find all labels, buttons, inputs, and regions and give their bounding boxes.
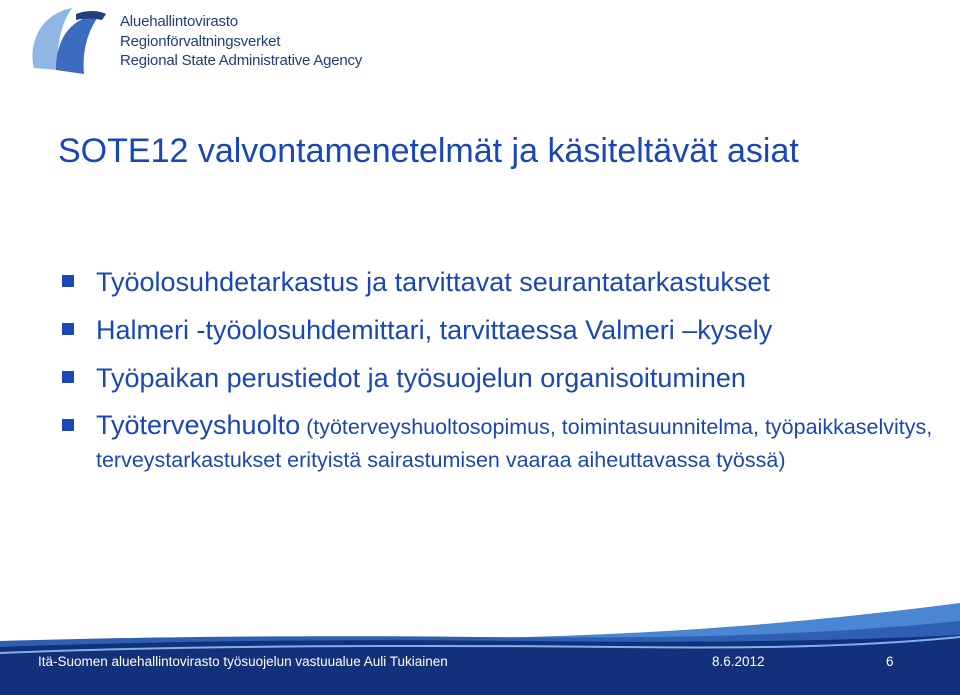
bullet-square-icon [62,371,74,383]
bullet-square-icon [62,275,74,287]
footer-text: Itä-Suomen aluehallintovirasto työsuojelun vastuualue Auli Tukiainen [38,654,448,669]
bullet-square-icon [62,419,74,431]
bullet-lead-text: Työterveyshuolto [96,410,301,440]
bullet-item [62,265,942,299]
slide-title: SOTE12 valvontamenetelmät ja käsiteltävät asiat [58,132,799,170]
bullet-text: Halmeri -työolosuhdemittari, tarvittaessa Valmeri –kysely [96,315,773,345]
agency-name [120,12,362,71]
agency-name-en: Regional State Administrative Agency [120,52,363,69]
footer-date: 8.6.2012 [712,654,765,669]
bullet-square-icon [62,323,74,335]
bullet-item [62,409,942,477]
bullet-text: Työpaikan perustiedot ja työsuojelun organisoituminen [96,363,746,393]
bullet-item [62,313,942,347]
page-number: 6 [886,654,894,669]
agency-logo-icon [26,4,108,78]
bullet-list [62,265,942,477]
agency-name-sv: Regionförvaltningsverket [120,32,281,50]
bullet-text: Työolosuhdetarkastus ja tarvittavat seurantatarkastukset [96,267,770,297]
footer-wave-band [0,595,960,695]
agency-name-fi: Aluehallintovirasto [120,13,238,30]
bullet-item [62,361,942,395]
bullet-detail-text: (työterveyshuoltosopimus, toimintasuunnitelma, työpaikkaselvitys, terveystarkastukset erityistä sairastumisen vaaraa aiheuttavassa työssä) [96,415,933,472]
